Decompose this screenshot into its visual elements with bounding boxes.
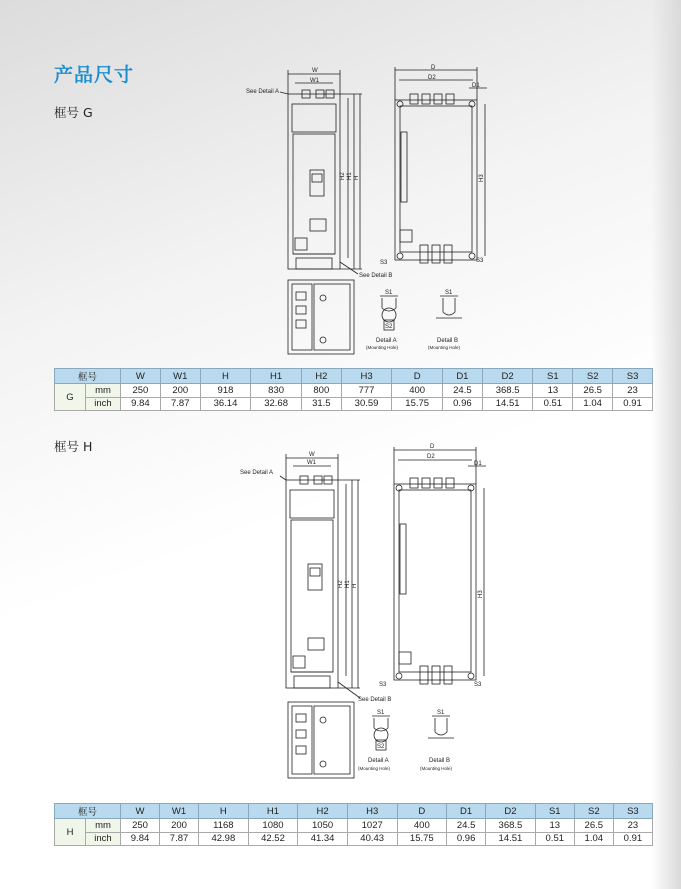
table-cell: 368.5 (482, 384, 533, 398)
frame-column-header: 框号 (55, 369, 121, 384)
see-detail-a-label: See Detail A (240, 470, 274, 476)
table-cell: 41.34 (298, 832, 348, 846)
table-cell: 400 (392, 384, 443, 398)
dim-h-label: H (352, 583, 358, 588)
table-row (55, 384, 653, 398)
table-cell: 42.98 (199, 832, 249, 846)
frame-g-label: 框号 G (54, 105, 93, 120)
frame-h-label: 框号 H (54, 439, 93, 454)
detail-b-s1-label: S1 (445, 290, 453, 296)
table-cell: 24.5 (447, 819, 486, 833)
column-header: W1 (160, 804, 199, 819)
table-cell: 0.51 (535, 832, 574, 846)
column-header: H (200, 369, 251, 384)
table-cell: 30.59 (341, 397, 392, 411)
table-cell: 9.84 (121, 397, 161, 411)
detail-b-label: Detail B (429, 758, 451, 764)
dim-s3-left-label: S3 (379, 682, 387, 688)
dim-h3-label: H3 (478, 590, 484, 598)
frame-h-dimension-table (54, 803, 653, 846)
table-cell: 42.52 (248, 832, 298, 846)
page-right-shade (651, 0, 681, 889)
table-cell: 918 (200, 384, 251, 398)
column-header: H3 (347, 804, 397, 819)
dim-d2-label: D2 (428, 75, 436, 81)
column-header: W (121, 804, 160, 819)
table-cell: 1027 (347, 819, 397, 833)
unit-cell: inch (86, 832, 121, 846)
table-cell: 32.68 (251, 397, 302, 411)
dim-w1-label: W1 (310, 78, 319, 84)
column-header: D1 (442, 369, 482, 384)
table-cell: 24.5 (442, 384, 482, 398)
table-cell: 23 (613, 819, 652, 833)
detail-a-s2-label: S2 (385, 324, 393, 330)
column-header: H (199, 804, 249, 819)
dim-d1-label: D1 (474, 461, 482, 467)
dim-h1-label: H1 (345, 580, 351, 588)
detail-a-label: Detail A (376, 338, 397, 344)
table-cell: 26.5 (574, 819, 613, 833)
detail-b-note: (Mounting Hole) (420, 766, 453, 771)
dim-d2-label: D2 (427, 454, 435, 460)
table-cell: 0.91 (613, 832, 652, 846)
dim-h2-label: H2 (338, 580, 344, 588)
detail-a-s1-label: S1 (377, 710, 385, 716)
frame-column-header: 框号 (55, 804, 121, 819)
dim-s3-right-label: S3 (476, 258, 484, 264)
dim-s3-right-label: S3 (474, 682, 482, 688)
table-cell: 15.75 (397, 832, 447, 846)
column-header: W (121, 369, 161, 384)
page-title: 产品尺寸 (54, 64, 135, 86)
column-header: H1 (251, 369, 302, 384)
column-header: H1 (248, 804, 298, 819)
column-header: W1 (160, 369, 200, 384)
table-cell: 31.5 (301, 397, 341, 411)
frame-h-drawing (236, 440, 506, 780)
detail-a-note: (Mounting Hole) (366, 345, 399, 350)
column-header: H3 (341, 369, 392, 384)
detail-b-label: Detail B (437, 338, 459, 344)
detail-a-s2-label: S2 (377, 744, 385, 750)
dim-h2-label: H2 (340, 172, 346, 180)
table-cell: 400 (397, 819, 447, 833)
table-row (55, 832, 653, 846)
table-cell: 14.51 (486, 832, 536, 846)
table-cell: 36.14 (200, 397, 251, 411)
table-cell: 23 (613, 384, 653, 398)
table-cell: 1168 (199, 819, 249, 833)
table-cell: 40.43 (347, 832, 397, 846)
column-header: S3 (613, 369, 653, 384)
column-header: D2 (482, 369, 533, 384)
table-cell: 830 (251, 384, 302, 398)
see-detail-b-label: See Detail B (359, 273, 393, 279)
dim-w1-label: W1 (307, 460, 316, 466)
table-cell: 200 (160, 384, 200, 398)
column-header: S2 (573, 369, 613, 384)
table-cell: 0.51 (533, 397, 573, 411)
table-cell: 7.87 (160, 832, 199, 846)
unit-cell: inch (86, 397, 121, 411)
dim-h-label: H (354, 175, 360, 180)
column-header: H2 (298, 804, 348, 819)
detail-b-note: (Mounting Hole) (428, 345, 461, 350)
detail-b-s1-label: S1 (437, 710, 445, 716)
unit-cell: mm (86, 819, 121, 833)
table-cell: 0.91 (613, 397, 653, 411)
frame-g-dimension-table (54, 368, 653, 411)
frame-code-cell: H (55, 819, 86, 846)
dim-h1-label: H1 (347, 172, 353, 180)
column-header: S3 (613, 804, 652, 819)
dim-d1-label: D1 (472, 83, 480, 89)
frame-code-cell: G (55, 384, 86, 411)
dim-w-label: W (309, 452, 315, 458)
column-header: H2 (301, 369, 341, 384)
see-detail-b-label: See Detail B (358, 697, 392, 703)
table-cell: 13 (533, 384, 573, 398)
dim-h3-label: H3 (479, 174, 485, 182)
table-cell: 9.84 (121, 832, 160, 846)
table-cell: 1050 (298, 819, 348, 833)
dim-s3-left-label: S3 (380, 260, 388, 266)
column-header: S2 (574, 804, 613, 819)
column-header: D1 (447, 804, 486, 819)
table-row (55, 397, 653, 411)
see-detail-a-label: See Detail A (246, 89, 280, 95)
dim-d-label: D (430, 444, 435, 450)
table-cell: 15.75 (392, 397, 443, 411)
unit-cell: mm (86, 384, 121, 398)
table-cell: 368.5 (486, 819, 536, 833)
table-cell: 7.87 (160, 397, 200, 411)
dim-d-label: D (431, 65, 436, 71)
table-cell: 1.04 (573, 397, 613, 411)
table-cell: 250 (121, 384, 161, 398)
column-header: D (397, 804, 447, 819)
table-cell: 14.51 (482, 397, 533, 411)
detail-a-s1-label: S1 (385, 290, 393, 296)
column-header: D2 (486, 804, 536, 819)
table-cell: 1080 (248, 819, 298, 833)
column-header: S1 (533, 369, 573, 384)
table-cell: 200 (160, 819, 199, 833)
frame-g-drawing (240, 62, 500, 358)
table-cell: 0.96 (447, 832, 486, 846)
detail-a-note: (Mounting Hole) (358, 766, 391, 771)
detail-a-label: Detail A (368, 758, 389, 764)
column-header: D (392, 369, 443, 384)
table-cell: 250 (121, 819, 160, 833)
table-row (55, 819, 653, 833)
table-cell: 800 (301, 384, 341, 398)
table-cell: 26.5 (573, 384, 613, 398)
table-cell: 13 (535, 819, 574, 833)
table-cell: 1.04 (574, 832, 613, 846)
column-header: S1 (535, 804, 574, 819)
dim-w-label: W (312, 68, 318, 74)
table-cell: 777 (341, 384, 392, 398)
table-cell: 0.96 (442, 397, 482, 411)
